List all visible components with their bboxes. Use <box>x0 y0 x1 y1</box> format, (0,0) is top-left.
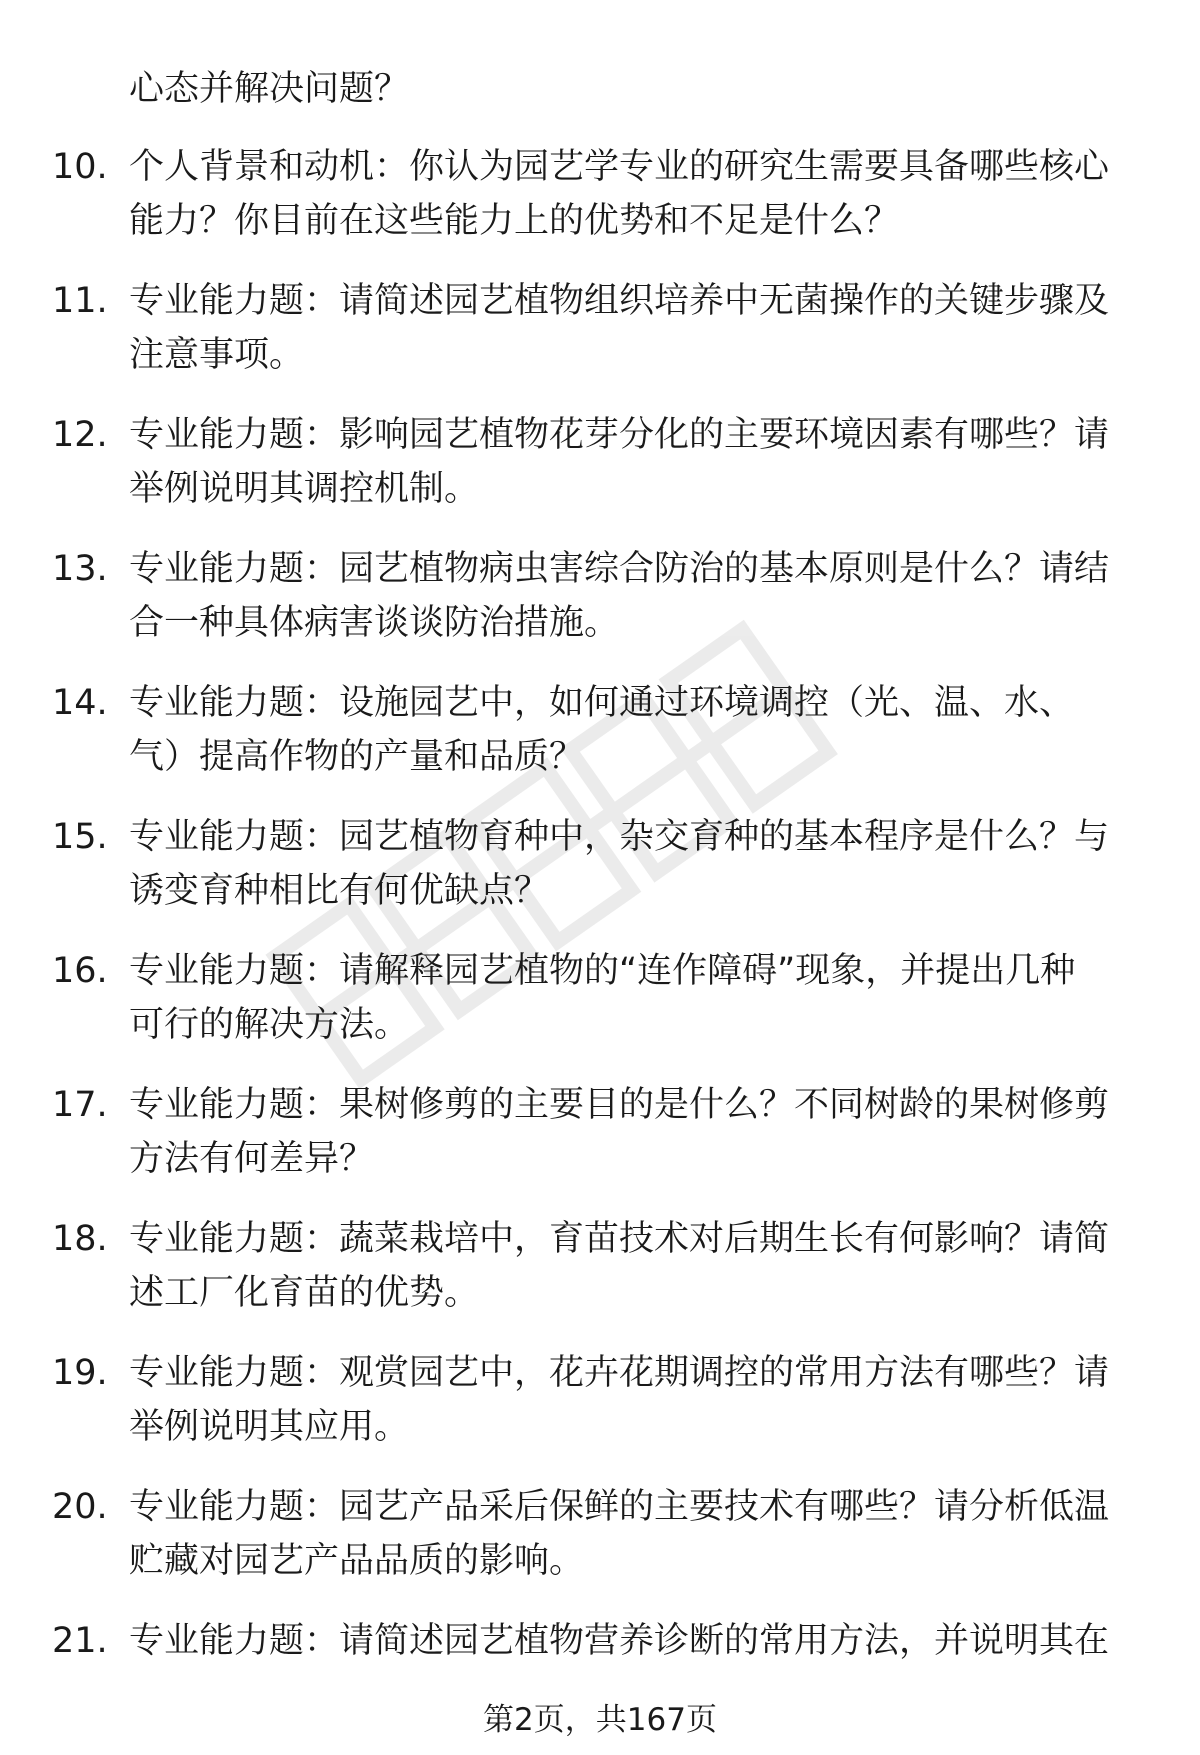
question-number: 16. <box>52 951 108 991</box>
question-text: 专业能力题：果树修剪的主要目的是什么？不同树龄的果树修剪 方法有何差异？ <box>129 1085 1110 1179</box>
list-item <box>0 140 1200 274</box>
question-text: 专业能力题：设施园艺中，如何通过环境调控（光、温、水、 气）提高作物的产量和品质？ <box>129 683 1075 777</box>
list-item <box>0 676 1200 810</box>
question-number: 19. <box>52 1353 108 1393</box>
question-text: 专业能力题：园艺产品采后保鲜的主要技术有哪些？请分析低温 贮藏对园艺产品品质的影响。 <box>129 1487 1110 1581</box>
question-list <box>0 140 1200 1748</box>
question-number: 18. <box>52 1219 108 1259</box>
list-item <box>0 274 1200 408</box>
list-item <box>0 1480 1200 1614</box>
question-text: 专业能力题：园艺植物病虫害综合防治的基本原则是什么？请结 合一种具体病害谈谈防治措施。 <box>129 549 1110 643</box>
page-number-footer: 第2页，共167页 <box>483 1702 717 1738</box>
list-item <box>0 542 1200 676</box>
continued-question-text: 心态并解决问题？ <box>129 69 410 109</box>
list-item <box>0 1212 1200 1346</box>
list-item <box>0 408 1200 542</box>
question-text: 专业能力题：请解释园艺植物的“连作障碍”现象，并提出几种 可行的解决方法。 <box>129 951 1076 1045</box>
list-item <box>0 810 1200 944</box>
question-number: 14. <box>52 683 108 723</box>
question-text: 专业能力题：观赏园艺中，花卉花期调控的常用方法有哪些？请 举例说明其应用。 <box>129 1353 1110 1447</box>
list-item <box>0 1346 1200 1480</box>
question-text: 个人背景和动机：你认为园艺学专业的研究生需要具备哪些核心 能力？你目前在这些能力上的优势和不足是什么？ <box>129 147 1110 241</box>
question-number: 20. <box>52 1487 108 1527</box>
question-text: 专业能力题：请简述园艺植物营养诊断的常用方法，并说明其在 <box>129 1621 1110 1661</box>
question-text: 专业能力题：请简述园艺植物组织培养中无菌操作的关键步骤及 注意事项。 <box>129 281 1110 375</box>
question-number: 21. <box>52 1621 108 1661</box>
question-number: 12. <box>52 415 108 455</box>
question-text: 专业能力题：影响园艺植物花芽分化的主要环境因素有哪些？请 举例说明其调控机制。 <box>129 415 1110 509</box>
question-number: 10. <box>52 147 108 187</box>
list-item <box>0 1078 1200 1212</box>
list-item <box>0 944 1200 1078</box>
question-text: 专业能力题：蔬菜栽培中，育苗技术对后期生长有何影响？请简 述工厂化育苗的优势。 <box>129 1219 1110 1313</box>
question-number: 15. <box>52 817 108 857</box>
question-text: 专业能力题：园艺植物育种中，杂交育种的基本程序是什么？与 诱变育种相比有何优缺点？ <box>129 817 1110 911</box>
question-number: 17. <box>52 1085 108 1125</box>
question-number: 11. <box>52 281 108 321</box>
question-number: 13. <box>52 549 108 589</box>
